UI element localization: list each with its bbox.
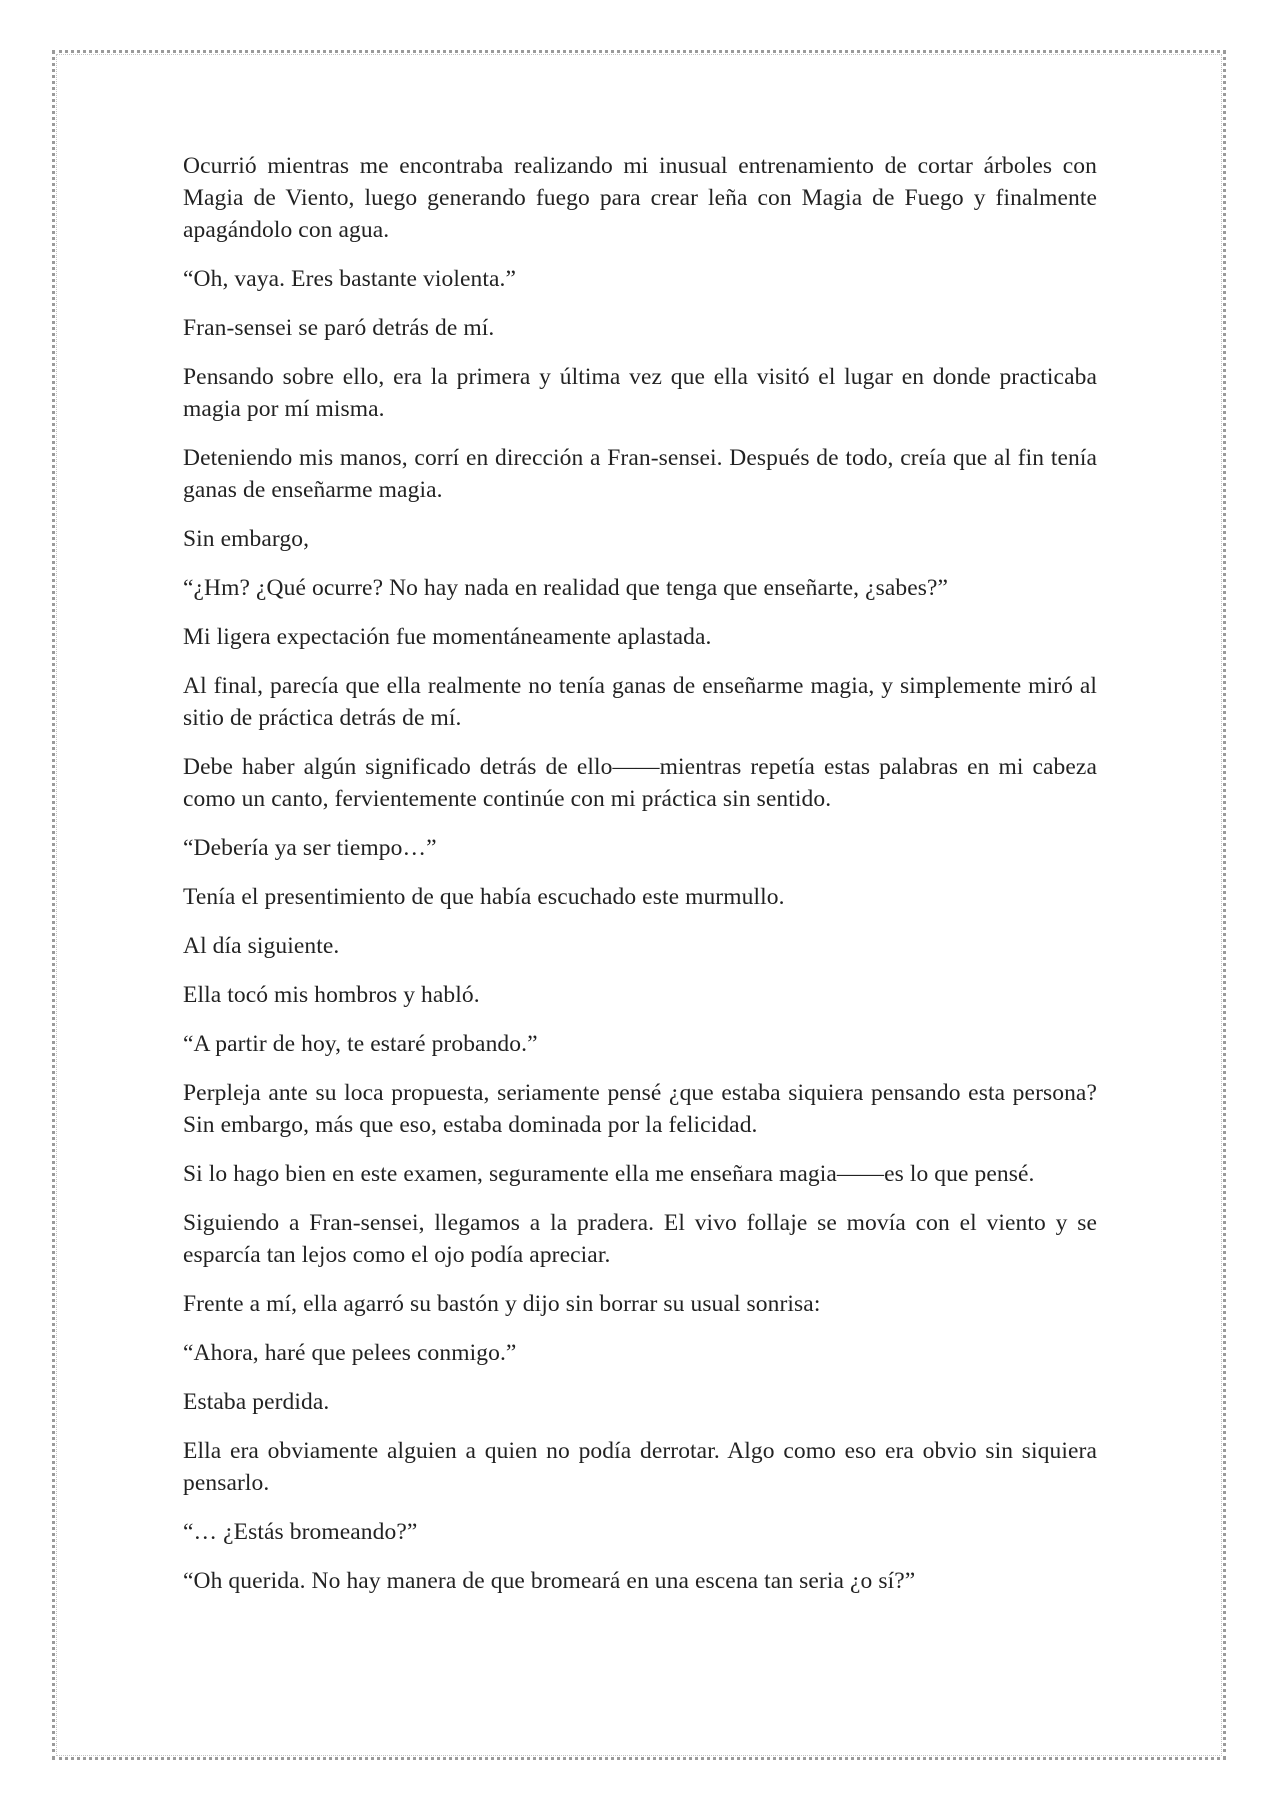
paragraph: Deteniendo mis manos, corrí en dirección a Fran-sensei. Después de todo, creía que al fin tenía ganas de enseñarme magia. [183,445,1097,503]
paragraph: Ella tocó mis hombros y habló. [183,982,480,1008]
paragraph: Mi ligera expectación fue momentáneamente aplastada. [183,624,712,650]
story-text-body [183,150,1097,1614]
paragraph: Sin embargo, [183,526,310,552]
paragraph: Al final, parecía que ella realmente no tenía ganas de enseñarme magia, y simplemente miró al sitio de práctica detrás de mí. [183,673,1097,731]
paragraph: “A partir de hoy, te estaré probando.” [183,1031,538,1057]
paragraph: Perpleja ante su loca propuesta, seriamente pensé ¿que estaba siquiera pensando esta persona? Sin embargo, más que eso, estaba dominada por la felicidad. [183,1080,1097,1138]
paragraph: “… ¿Estás bromeando?” [183,1519,418,1545]
paragraph: “Debería ya ser tiempo…” [183,835,437,861]
paragraph: “Ahora, haré que pelees conmigo.” [183,1340,517,1366]
paragraph: Fran-sensei se paró detrás de mí. [183,315,495,341]
paragraph: “¿Hm? ¿Qué ocurre? No hay nada en realidad que tenga que enseñarte, ¿sabes?” [183,575,949,601]
paragraph: “Oh, vaya. Eres bastante violenta.” [183,266,517,292]
paragraph: Frente a mí, ella agarró su bastón y dijo sin borrar su usual sonrisa: [183,1291,821,1317]
paragraph: Al día siguiente. [183,933,340,959]
paragraph: Si lo hago bien en este examen, seguramente ella me enseñara magia——es lo que pensé. [183,1161,1035,1187]
paragraph: Ella era obviamente alguien a quien no podía derrotar. Algo como eso era obvio sin siquiera pensarlo. [183,1438,1097,1496]
paragraph: “Oh querida. No hay manera de que bromeará en una escena tan seria ¿o sí?” [183,1568,916,1594]
paragraph: Estaba perdida. [183,1389,330,1415]
paragraph: Tenía el presentimiento de que había escuchado este murmullo. [183,884,785,910]
paragraph: Debe haber algún significado detrás de ello——mientras repetía estas palabras en mi cabeza como un canto, fervientemente continúe con mi práctica sin sentido. [183,754,1097,812]
paragraph: Ocurrió mientras me encontraba realizando mi inusual entrenamiento de cortar árboles con Magia de Viento, luego generando fuego para crear leña con Magia de Fuego y finalmente apagándolo con agua. [183,153,1097,243]
paragraph: Pensando sobre ello, era la primera y última vez que ella visitó el lugar en donde practicaba magia por mí misma. [183,364,1097,422]
paragraph: Siguiendo a Fran-sensei, llegamos a la pradera. El vivo follaje se movía con el viento y se esparcía tan lejos como el ojo podía apreciar. [183,1210,1097,1268]
